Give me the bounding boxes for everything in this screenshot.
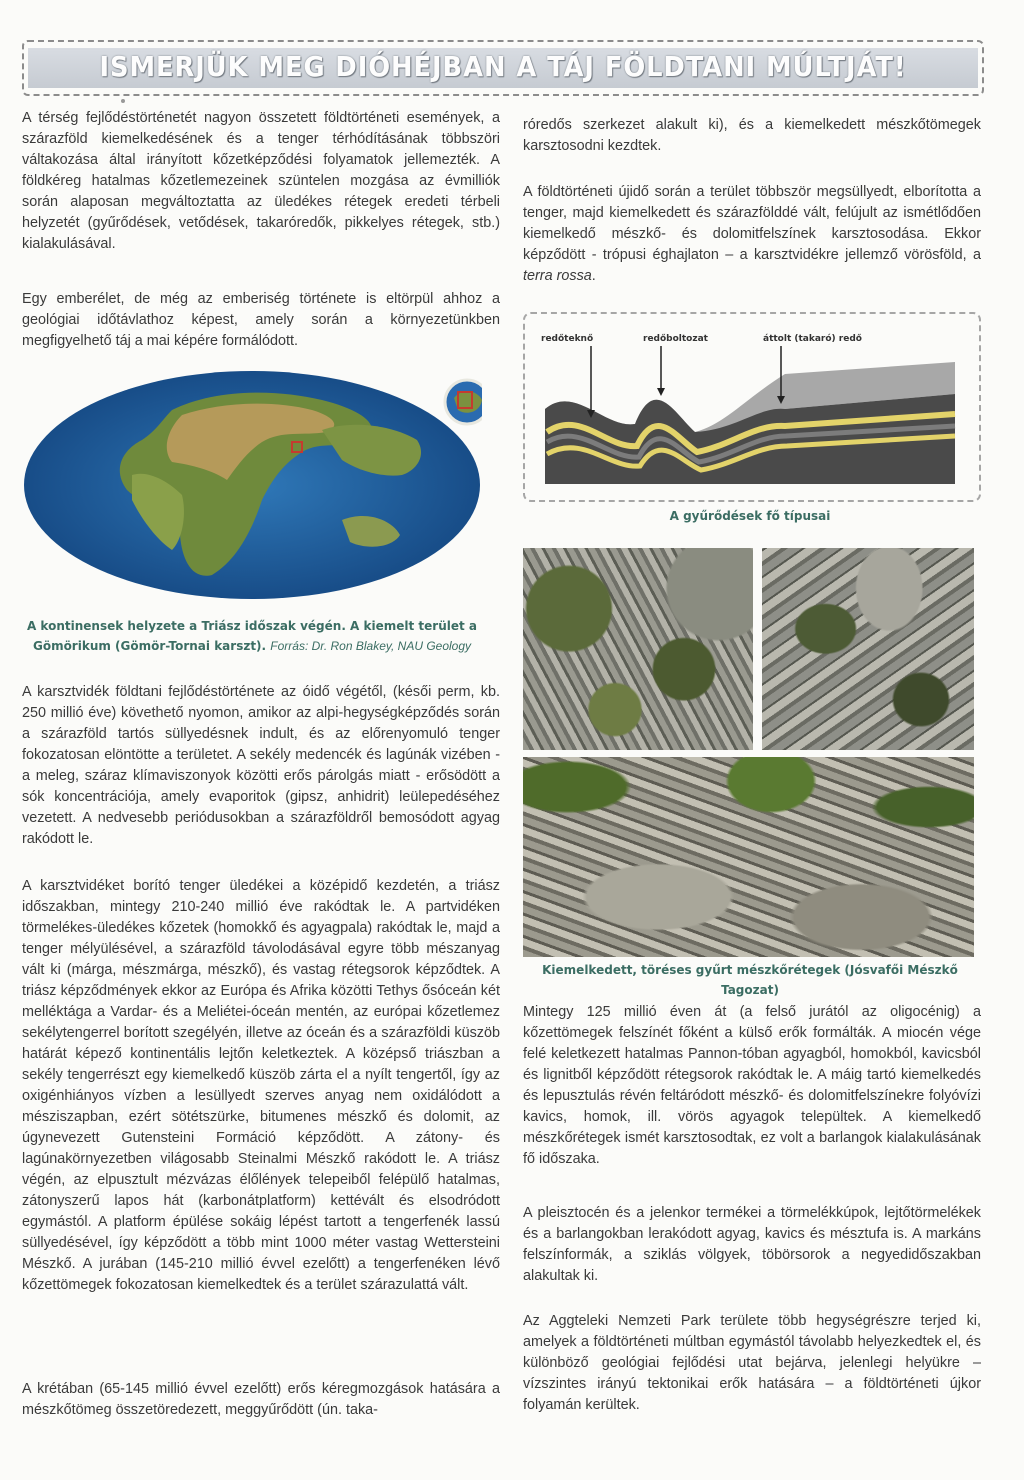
fold-label-syncline: redőteknő (541, 334, 594, 344)
fold-types-diagram (525, 314, 979, 500)
rock-photo-caption: Kiemelkedett, töréses gyűrt mészkőrétegek (Jósvafői Mészkő Tagozat) (542, 963, 958, 997)
fold-diagram-frame (523, 312, 981, 502)
right-paragraph-4: A pleisztocén és a jelenkor termékei a törmelékkúpok, lejtőtörmelékek és a barlangokban lerakódott agyag, kavics és mésztufa is. A markáns felszínformák, a sziklás völgyek, töbörsorok a negyedidőszakban alakultak ki. (523, 1205, 981, 1284)
right-paragraph-3: Mintegy 125 millió éven át (a felső jurától az oligocénig) a kőzettömegek felszínét főként a külső erők formálták. A miocén vége felé keletkezett hatalmas Pannon-tóban agyagból, homokból, kavicsból és lignitből képződött rétegsorok rakódtak le. A máig tartó kiemelkedés és lepusztulás révén feltáródott mészkő- és dolomitfelszínekre folyóvízi kavics, homok, ill. vörös agyagok települtek. A kiemelkedő mészkőrétegek ismét karsztosodtak, ez volt a barlangok kialakulásának fő időszaka. (523, 1004, 981, 1167)
map-caption-text: A kontinensek helyzete a Triász időszak végén. A kiemelt terület a Gömörikum (Gömör-Tornai karszt). (26, 619, 478, 653)
right-paragraph-2 (523, 182, 981, 287)
left-paragraph-3: A karsztvidék földtani fejlődéstörténete az óidő végétől, (késői perm, kb. 250 millió éve) követhető nyomon, amikor az alpi-hegységképződés során a szárazföld tartós süllyedésnek indult, és az előrenyomuló tenger fokozatosan elöntötte a területet. A sekély medencék és lagúnák vizében - a meleg, száraz klímaviszonyok közötti erős párolgás miatt - erősödött a sók koncentrációja, amely evaporitok (gipsz, anhidrit) leülepedéséhez vezetett. A nedvesebb periódusokban a szárazföldről bemosódott agyag rakódott le. (22, 684, 500, 847)
left-paragraph-1: A térség fejlődéstörténetét nagyon összetett földtörténeti események, a szárazföld kiemelkedésének és a tenger térhódításának többszöri váltakozása által irányított kőzetképződési folyamatok jellemezték. A földkéreg hatalmas kőzetlemezeinek szüntelen mozgása az évmilliók során alaposan megváltoztatta az üledékes rétegek eredeti térbeli helyzetét (gyűrődések, vetődések, takaróredők, pikkelyes rétegek, stb.) kialakulásával. (22, 110, 500, 252)
right-paragraph-5: Az Aggteleki Nemzeti Park területe több hegységrészre terjed ki, amelyek a földtörténeti múltban egymástól távolabb helyezkedtek el, és különböző geológiai fejlődési utat bejárva, jelenlegi helyükre – vízszintes irányú tektonikai erők hatására – a földtörténeti újkor folyamán kerültek. (523, 1313, 981, 1413)
title-banner (22, 40, 984, 96)
limestone-photo-2 (762, 548, 974, 750)
limestone-photo-1 (523, 548, 753, 750)
arrow-anticline-head (657, 388, 665, 396)
fold-label-anticline: redőboltozat (643, 334, 708, 344)
decorative-dot (121, 99, 125, 103)
right-paragraph-2-text-b: . (591, 268, 596, 284)
left-paragraph-4: A karsztvidéket borító tenger üledékei a középidő kezdetén, a triász időszakban, mintegy 210-240 millió éve rakódtak le. A partvidéken törmelékes-üledékes kőzetek (homokkő és agyagpala) rakódtak le, majd a tenger mélyülésével, a szárazföld távolodásával egyre több mészanyag vált ki (márga, mészmárga, mészkő), és vastag rétegsorok képződtek. A triász képződmények ekkor az Európa és Afrika közötti Tethys ősóceán két melléktága a Vardar- és a Meliétei-óceán mentén, az európai kőzetlemez sekélytengerrel borított szegélyén, illetve az óceán és a szárazföldi küszöb határát képező kontinentális lejtőn keletkeztek. A középső triászban a sekély tengerrészt egy kiemelkedő küszöb zárta el a nyílt tengertől, így az oxigénhiányos vízben a lesüllyedt szerves anyag nem oxidálódott a mésziszapban, ezért sötétszürke, bitumenes mészkő és dolomit, az úgynevezett Gutensteini Formáció képződött. A zátony- és lagúnakörnyezetben világosabb Steinalmi Mészkő rakódott le. A triász végén, az elpusztult mézvázas élőlények telepeiből felépülő hatalmas, zátonyszerű lapos hát (karbonátplatform) kettévált és elsodródott egymástól. A platform épülése sokáig lépést tartott a tengerfenék lassú süllyedésével, így képződött a több mint 1000 méter vastag Wettersteini Mészkő. A jurában (145-210 millió évvel ezelőtt) a tengerfenéken lévő kőzettömegek fokozatosan kiemelkedtek és a terület szárazulattá vált. (22, 878, 500, 1293)
limestone-photo-3 (523, 757, 974, 957)
map-source: Forrás: Dr. Ron Blakey, NAU Geology (270, 639, 472, 653)
fold-label-overthrust: áttolt (takaró) redő (763, 334, 862, 344)
map-caption (22, 616, 482, 656)
terra-rossa-term: terra rossa (523, 268, 592, 284)
page-title: ISMERJÜK MEG DIÓHÉJBAN A TÁJ FÖLDTANI MÚLTJÁT! (99, 50, 907, 83)
triassic-world-map-image (22, 370, 482, 600)
paleogeographic-map (22, 370, 482, 600)
left-paragraph-2: Egy emberélet, de még az emberiség története is eltörpül ahhoz a geológiai időtávlathoz képest, amely során a környezetünkben megfigyelhető táj a mai képére formálódott. (22, 291, 500, 349)
right-paragraph-1: róredős szerkezet alakult ki), és a kiemelkedett mészkőtömegek karsztosodni kezdtek. (523, 117, 981, 154)
left-paragraph-5: A krétában (65-145 millió évvel ezelőtt) erős kéregmozgások hatására a mészkőtömeg összetöredezett, meggyűrődött (ún. taka- (22, 1381, 500, 1418)
right-paragraph-2-text-a: A földtörténeti újidő során a terület többször megsüllyedt, elborította a tenger, majd kiemelkedett és szárazfölddé vált, felújult az ismétlődően kiemelkedő mészkő- és dolomitfelszínek karsztosodása. Ekkor képződött - trópusi éghajlaton – a karsztvidékre jellemző vörösföld, a (523, 184, 981, 263)
fold-caption: A gyűrődések fő típusai (669, 509, 831, 523)
